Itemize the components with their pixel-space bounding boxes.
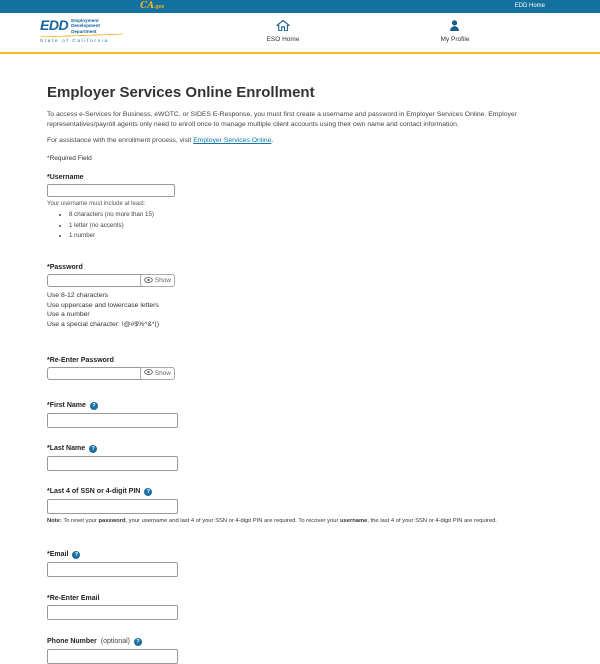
- edd-logo-line: Department: [71, 28, 97, 34]
- note-bold: username: [339, 517, 368, 524]
- email-label: [47, 551, 555, 559]
- email-label-text: *Email: [47, 551, 69, 559]
- password-show-button[interactable]: [140, 274, 175, 287]
- last-name-input[interactable]: [47, 456, 178, 471]
- eye-icon: [144, 369, 153, 377]
- reenter-email-group: [47, 595, 555, 620]
- site-header: [0, 13, 600, 54]
- phone-input[interactable]: [47, 649, 178, 664]
- help-icon[interactable]: ?: [72, 551, 80, 559]
- password-input[interactable]: [48, 275, 141, 286]
- intro-paragraph: To access e-Services for Business, eWOTC, or SIDES E-Response, you must first create a username and password in Employer Services Online. Employer representatives/payroll agents only need to enroll once to manage multiple client accounts using their own name and contact information.: [47, 111, 517, 128]
- person-icon: [450, 20, 460, 33]
- password-rules: [47, 291, 555, 330]
- assistance-line: [47, 137, 555, 144]
- edd-logo[interactable]: [40, 18, 124, 43]
- username-rule: • 1 letter (no accents): [69, 222, 555, 229]
- help-icon[interactable]: ?: [144, 488, 152, 496]
- edd-logo-row: [40, 18, 124, 34]
- ca-gov-logo[interactable]: [140, 0, 164, 14]
- note-text: , the last 4 of your SSN or 4-digit PIN are required.: [367, 517, 497, 524]
- ca-gov-logo-ca: CA: [140, 1, 155, 11]
- main-content: [0, 84, 600, 664]
- username-rule: • 1 number: [69, 232, 555, 239]
- password-label: *Password: [47, 264, 83, 272]
- username-input[interactable]: [47, 184, 175, 197]
- nav-my-profile-label: My Profile: [440, 36, 470, 43]
- username-label: *Username: [47, 174, 84, 182]
- reenter-password-group: [47, 357, 555, 380]
- reenter-password-label: *Re-Enter Password: [47, 356, 114, 364]
- reenter-email-input[interactable]: [47, 605, 178, 620]
- password-rule: Use uppercase and lowercase letters: [47, 301, 159, 309]
- note-bold: Note:: [47, 517, 62, 524]
- password-field: [47, 274, 175, 287]
- assistance-prefix: For assistance with the enrollment process, visit: [47, 137, 194, 145]
- eye-icon: [144, 277, 153, 285]
- note-text: To reset your: [61, 517, 99, 524]
- username-group: [47, 174, 555, 239]
- edd-logo-text: EDD: [40, 17, 69, 33]
- help-icon[interactable]: ?: [134, 638, 142, 646]
- phone-group: [47, 638, 555, 664]
- help-icon[interactable]: ?: [90, 402, 98, 410]
- first-name-group: [47, 402, 555, 428]
- ca-gov-topbar: [0, 0, 600, 13]
- first-name-label-text: *First Name: [47, 402, 86, 410]
- page-title: Employer Services Online Enrollment: [47, 84, 315, 101]
- first-name-input[interactable]: [47, 413, 178, 428]
- password-rule: Use a number: [47, 311, 90, 319]
- email-input[interactable]: [47, 562, 178, 577]
- edd-logo-line: Development: [71, 23, 100, 29]
- reenter-email-label: *Re-Enter Email: [47, 594, 100, 602]
- edd-logo-department-lines: [71, 18, 100, 34]
- home-icon: [277, 20, 290, 33]
- edd-home-link[interactable]: EDD Home: [514, 3, 545, 9]
- email-group: [47, 551, 555, 577]
- password-rule: Use 8-12 characters: [47, 292, 109, 300]
- password-group: [47, 264, 555, 330]
- help-icon[interactable]: ?: [89, 445, 97, 453]
- assistance-suffix: .: [271, 137, 274, 145]
- last-name-group: [47, 445, 555, 471]
- employer-services-online-link[interactable]: Employer Services Online: [193, 137, 272, 145]
- last-name-label-text: *Last Name: [47, 445, 86, 453]
- nav-eso-home[interactable]: [267, 20, 300, 43]
- reenter-password-field: [47, 367, 175, 380]
- nav-my-profile[interactable]: [441, 20, 470, 43]
- phone-label-text: Phone Number: [47, 638, 97, 646]
- password-show-label: Show: [154, 277, 171, 285]
- phone-label: [47, 638, 555, 646]
- reenter-password-input[interactable]: [48, 368, 141, 379]
- last-name-label: [47, 445, 555, 453]
- ssn-pin-label: [47, 488, 555, 496]
- username-rules-list: [47, 211, 555, 239]
- ssn-pin-group: [47, 488, 555, 524]
- reenter-password-show-button[interactable]: [140, 367, 175, 380]
- phone-optional-text: (optional): [100, 638, 130, 646]
- password-rule: Use a special character: !@#$%^&*(): [47, 320, 160, 328]
- ssn-pin-input[interactable]: [47, 499, 178, 514]
- username-rule: • 8 characters (no more than 15): [69, 211, 555, 218]
- nav-eso-home-label: ESO Home: [266, 36, 300, 43]
- edd-logo-state-text: State of California: [40, 37, 109, 43]
- edd-logo-line: Employment: [71, 18, 99, 23]
- ssn-pin-label-text: *Last 4 of SSN or 4-digit PIN: [47, 488, 141, 496]
- ssn-pin-note: [47, 518, 555, 524]
- first-name-label: [47, 402, 555, 410]
- ca-gov-logo-gov: .gov: [154, 4, 165, 10]
- username-helper-title: Your username must include at least:: [47, 201, 146, 208]
- note-text: , your username and last 4 of your SSN or 4-digit PIN are required. To recover your: [125, 517, 340, 524]
- required-field-note: *Required Field: [47, 155, 92, 163]
- reenter-password-show-label: Show: [154, 369, 171, 377]
- note-bold: password: [98, 517, 126, 524]
